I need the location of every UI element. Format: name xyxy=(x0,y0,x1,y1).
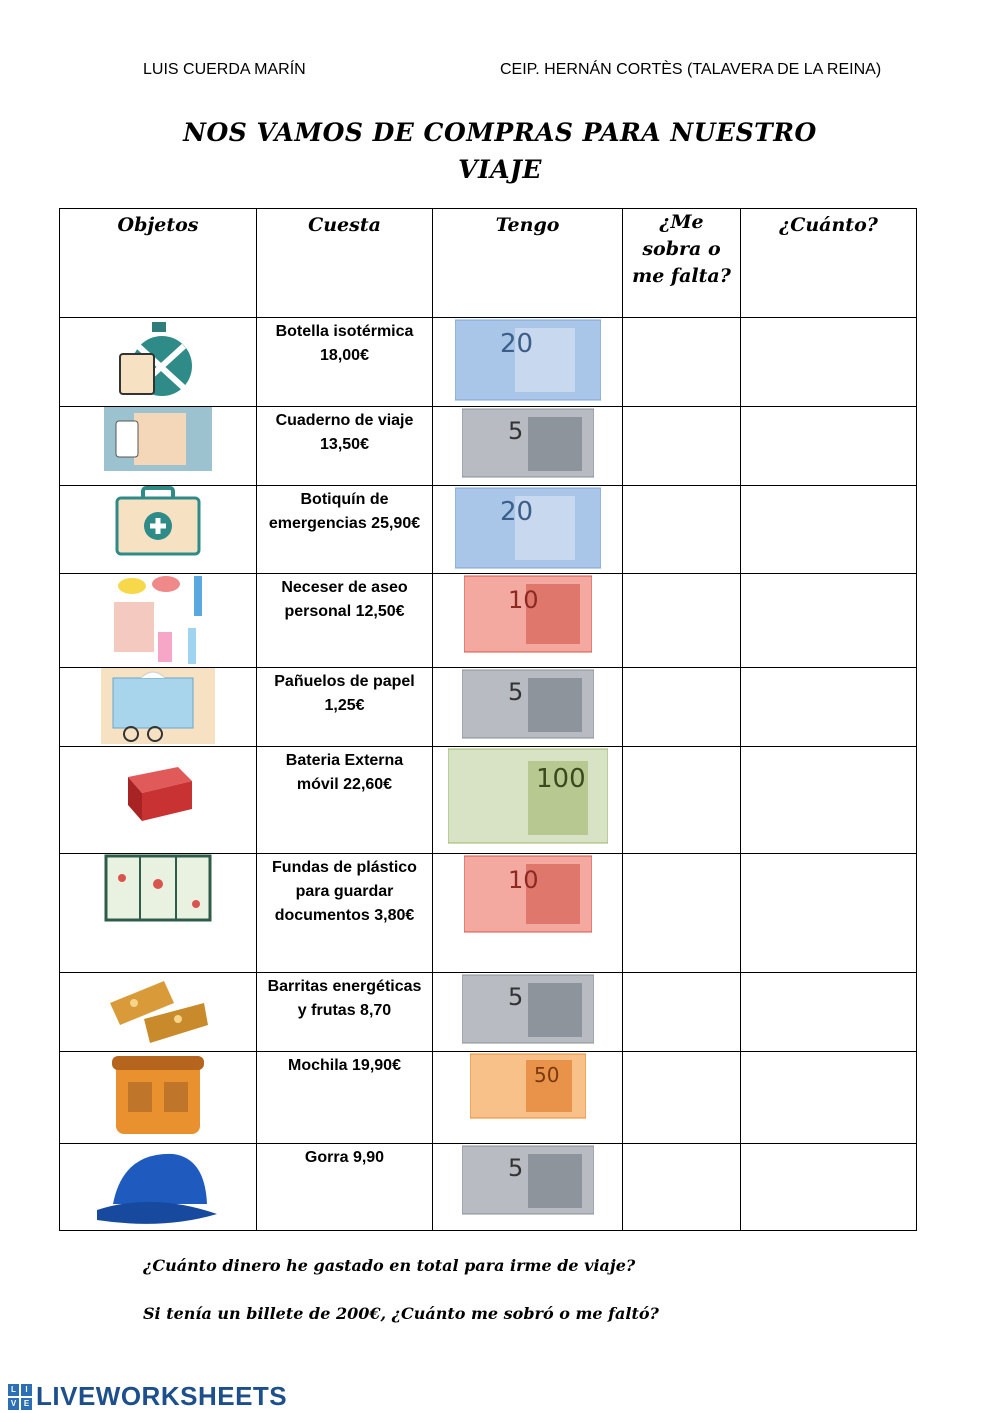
tissue-box-icon xyxy=(101,668,215,744)
cost-cell: Pañuelos de papel 1,25€ xyxy=(257,668,433,747)
logo-letter: E xyxy=(21,1398,32,1410)
money-cell xyxy=(433,1052,623,1144)
cuanto-cell[interactable] xyxy=(741,486,917,574)
energy-bar-icon xyxy=(104,973,212,1049)
note-value-text: 20 xyxy=(499,329,533,359)
cost-cell: Fundas de plástico para guardar documentos 3,80€ xyxy=(257,854,433,973)
cost-cell: Bateria Externa móvil 22,60€ xyxy=(257,747,433,854)
school-name: CEIP. HERNÁN CORTÈS (TALAVERA DE LA REINA) xyxy=(500,61,882,78)
money-cell xyxy=(433,854,623,973)
note-value-text: 5 xyxy=(507,417,523,445)
thermal-bottle-icon xyxy=(118,318,198,404)
ten-euro-note-icon xyxy=(464,854,592,934)
shopping-table xyxy=(59,208,917,1231)
cuanto-cell[interactable] xyxy=(741,1144,917,1231)
logo-mark-icon xyxy=(8,1384,32,1410)
object-cell xyxy=(60,1052,257,1144)
table-row xyxy=(60,1144,917,1231)
note-value-text: 100 xyxy=(535,764,586,794)
note-value-text: 50 xyxy=(533,1063,559,1087)
sobra-falta-cell[interactable] xyxy=(623,973,741,1052)
table-row xyxy=(60,973,917,1052)
note-value-text: 10 xyxy=(507,866,539,894)
logo-text: LIVEWORKSHEETS xyxy=(36,1381,288,1411)
note-value-text: 20 xyxy=(499,497,533,527)
header-cuesta: Cuesta xyxy=(257,209,433,318)
cuanto-cell[interactable] xyxy=(741,973,917,1052)
sobra-falta-cell[interactable] xyxy=(623,747,741,854)
table-row xyxy=(60,854,917,973)
cuanto-cell[interactable] xyxy=(741,747,917,854)
cuanto-cell[interactable] xyxy=(741,668,917,747)
table-row xyxy=(60,747,917,854)
cost-cell: Cuaderno de viaje 13,50€ xyxy=(257,407,433,486)
worksheet-title-line-2: VIAJE xyxy=(458,155,542,184)
cuanto-cell[interactable] xyxy=(741,574,917,668)
cost-cell: Mochila 19,90€ xyxy=(257,1052,433,1144)
logo-letter: I xyxy=(21,1384,32,1396)
object-cell xyxy=(60,574,257,668)
author-name: LUIS CUERDA MARÍN xyxy=(143,61,306,78)
hundred-euro-note-icon xyxy=(448,747,608,845)
sobra-falta-cell[interactable] xyxy=(623,668,741,747)
table-row xyxy=(60,1052,917,1144)
money-cell xyxy=(433,574,623,668)
header-sobra-falta: ¿Me sobra o me falta? xyxy=(623,209,741,318)
liveworksheets-logo xyxy=(8,1381,287,1412)
table-row xyxy=(60,407,917,486)
money-cell xyxy=(433,973,623,1052)
money-cell xyxy=(433,318,623,407)
object-cell xyxy=(60,747,257,854)
cap-icon xyxy=(93,1144,223,1228)
power-bank-icon xyxy=(118,747,198,827)
note-value-text: 10 xyxy=(507,586,539,614)
note-value-text: 5 xyxy=(507,678,523,706)
object-cell xyxy=(60,668,257,747)
money-cell xyxy=(433,407,623,486)
table-row xyxy=(60,668,917,747)
map-folder-icon xyxy=(104,854,212,922)
sobra-falta-cell[interactable] xyxy=(623,1144,741,1231)
money-cell xyxy=(433,747,623,854)
twenty-euro-note-icon xyxy=(455,486,601,570)
object-cell xyxy=(60,407,257,486)
five-euro-note-icon xyxy=(462,407,594,479)
money-cell xyxy=(433,668,623,747)
toiletries-icon xyxy=(108,574,208,666)
object-cell xyxy=(60,854,257,973)
object-cell xyxy=(60,318,257,407)
cuanto-cell[interactable] xyxy=(741,854,917,973)
five-euro-note-icon xyxy=(462,973,594,1045)
object-cell xyxy=(60,1144,257,1231)
ten-euro-note-icon xyxy=(464,574,592,654)
five-euro-note-icon xyxy=(462,668,594,740)
object-cell xyxy=(60,486,257,574)
table-header-row xyxy=(60,209,917,318)
fifty-euro-note-icon xyxy=(470,1052,586,1120)
logo-letter: L xyxy=(8,1384,19,1396)
twenty-euro-note-icon xyxy=(455,318,601,402)
sobra-falta-cell[interactable] xyxy=(623,407,741,486)
cuanto-cell[interactable] xyxy=(741,407,917,486)
note-value-text: 5 xyxy=(507,983,523,1011)
cost-cell: Botiquín de emergencias 25,90€ xyxy=(257,486,433,574)
cost-cell: Gorra 9,90 xyxy=(257,1144,433,1231)
header-objetos: Objetos xyxy=(60,209,257,318)
sobra-falta-cell[interactable] xyxy=(623,318,741,407)
money-cell xyxy=(433,1144,623,1231)
question-total-spent: ¿Cuánto dinero he gastado en total para irme de viaje? xyxy=(143,1256,636,1275)
header-cuanto: ¿Cuánto? xyxy=(741,209,917,318)
cost-cell: Botella isotérmica 18,00€ xyxy=(257,318,433,407)
first-aid-kit-icon xyxy=(113,486,203,558)
sobra-falta-cell[interactable] xyxy=(623,854,741,973)
note-value-text: 5 xyxy=(507,1154,523,1182)
header-tengo: Tengo xyxy=(433,209,623,318)
table-row xyxy=(60,318,917,407)
backpack-icon xyxy=(108,1052,208,1142)
money-cell xyxy=(433,486,623,574)
logo-letter: V xyxy=(8,1398,19,1410)
cuanto-cell[interactable] xyxy=(741,318,917,407)
table-row xyxy=(60,574,917,668)
sobra-falta-cell[interactable] xyxy=(623,1052,741,1144)
object-cell xyxy=(60,973,257,1052)
sobra-falta-cell[interactable] xyxy=(623,486,741,574)
five-euro-note-icon xyxy=(462,1144,594,1216)
notebook-icon xyxy=(104,407,212,471)
sobra-falta-cell[interactable] xyxy=(623,574,741,668)
table-row xyxy=(60,486,917,574)
cuanto-cell[interactable] xyxy=(741,1052,917,1144)
worksheet-title-line-1: NOS VAMOS DE COMPRAS PARA NUESTRO xyxy=(183,118,817,147)
cost-cell: Neceser de aseo personal 12,50€ xyxy=(257,574,433,668)
question-remaining: Si tenía un billete de 200€, ¿Cuánto me sobró o me faltó? xyxy=(143,1304,659,1323)
cost-cell: Barritas energéticas y frutas 8,70 xyxy=(257,973,433,1052)
